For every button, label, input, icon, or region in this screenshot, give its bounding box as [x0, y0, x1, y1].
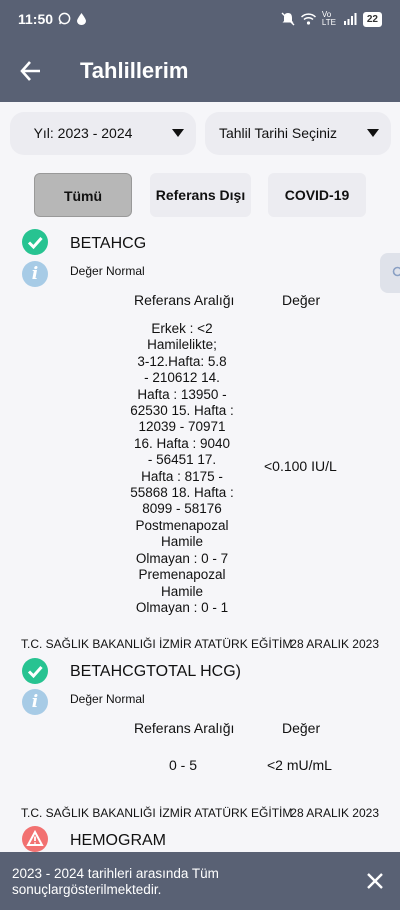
- year-dropdown[interactable]: [10, 112, 196, 155]
- page-title: Tahlillerim: [80, 58, 189, 83]
- test-date: 28 ARALIK 2023: [290, 806, 379, 820]
- test-status: Değer Normal: [70, 692, 145, 706]
- mute-icon: [281, 12, 295, 26]
- search-icon: [392, 266, 400, 280]
- test-status: Değer Normal: [70, 264, 145, 278]
- drop-icon: [77, 13, 86, 25]
- hospital-name: T.C. SAĞLIK BAKANLIĞI İZMİR ATATÜRK EĞİTİM: [21, 806, 293, 820]
- test-name[interactable]: BETAHCG: [70, 235, 147, 252]
- test-date: 28 ARALIK 2023: [290, 637, 379, 651]
- tab-all[interactable]: Tümü: [34, 173, 132, 217]
- test-name[interactable]: HEMOGRAM: [70, 832, 166, 849]
- status-bar: [0, 0, 400, 40]
- value-column-header: Değer: [282, 720, 321, 736]
- side-search-tab[interactable]: [380, 253, 400, 293]
- info-icon[interactable]: i: [22, 689, 48, 715]
- snackbar: [0, 852, 400, 910]
- whatsapp-icon: [58, 12, 71, 25]
- chevron-down-icon: [172, 129, 184, 137]
- check-icon: [22, 229, 48, 255]
- reference-range: Erkek : <2 Hamilelikte; 3-12.Hafta: 5.8 - 210612 14. Hafta : 13950 - 62530 15. Hafta : 12039 - 70971 16. Hafta : 9040 - 56451 17. Hafta : 8175 - 55868 18. Hafta : 8099 - 58176 Postmenapozal Hamile Olmayan : 0 - 7 Premenapozal Hamile Olmayan : 0 - 1: [130, 321, 234, 615]
- reference-range: 0 - 5: [169, 757, 198, 773]
- warning-icon: [22, 826, 48, 852]
- tab-covid19[interactable]: COVID-19: [268, 173, 366, 217]
- chevron-down-icon: [367, 129, 379, 137]
- status-time: 11:50: [18, 11, 54, 27]
- network-label: Vo LTE: [321, 10, 336, 27]
- info-icon[interactable]: i: [22, 261, 48, 287]
- date-dropdown-label: Tahlil Tarihi Seçiniz: [218, 125, 337, 141]
- app-bar: [0, 40, 400, 102]
- wifi-icon: [301, 13, 316, 25]
- signal-icon: [344, 13, 357, 25]
- reference-column-header: Referans Aralığı: [134, 292, 235, 308]
- check-icon: [22, 658, 48, 684]
- battery-icon: 22: [363, 12, 382, 27]
- value-column-header: Değer: [282, 292, 321, 308]
- close-icon[interactable]: [366, 872, 384, 890]
- test-value: <2 mU/mL: [267, 757, 332, 773]
- year-dropdown-label: Yıl: 2023 - 2024: [33, 125, 133, 141]
- tab-out-of-reference[interactable]: Referans Dışı: [150, 173, 251, 217]
- date-dropdown[interactable]: [205, 112, 391, 155]
- test-name[interactable]: BETAHCGTOTAL HCG): [70, 663, 241, 680]
- hospital-name: T.C. SAĞLIK BAKANLIĞI İZMİR ATATÜRK EĞİTİM: [21, 637, 293, 651]
- reference-column-header: Referans Aralığı: [134, 720, 235, 736]
- back-arrow-icon[interactable]: [18, 57, 46, 85]
- test-value: <0.100 IU/L: [264, 458, 337, 474]
- snackbar-message: 2023 - 2024 tarihleri arasında Tüm sonuçlargösterilmektedir.: [12, 866, 219, 897]
